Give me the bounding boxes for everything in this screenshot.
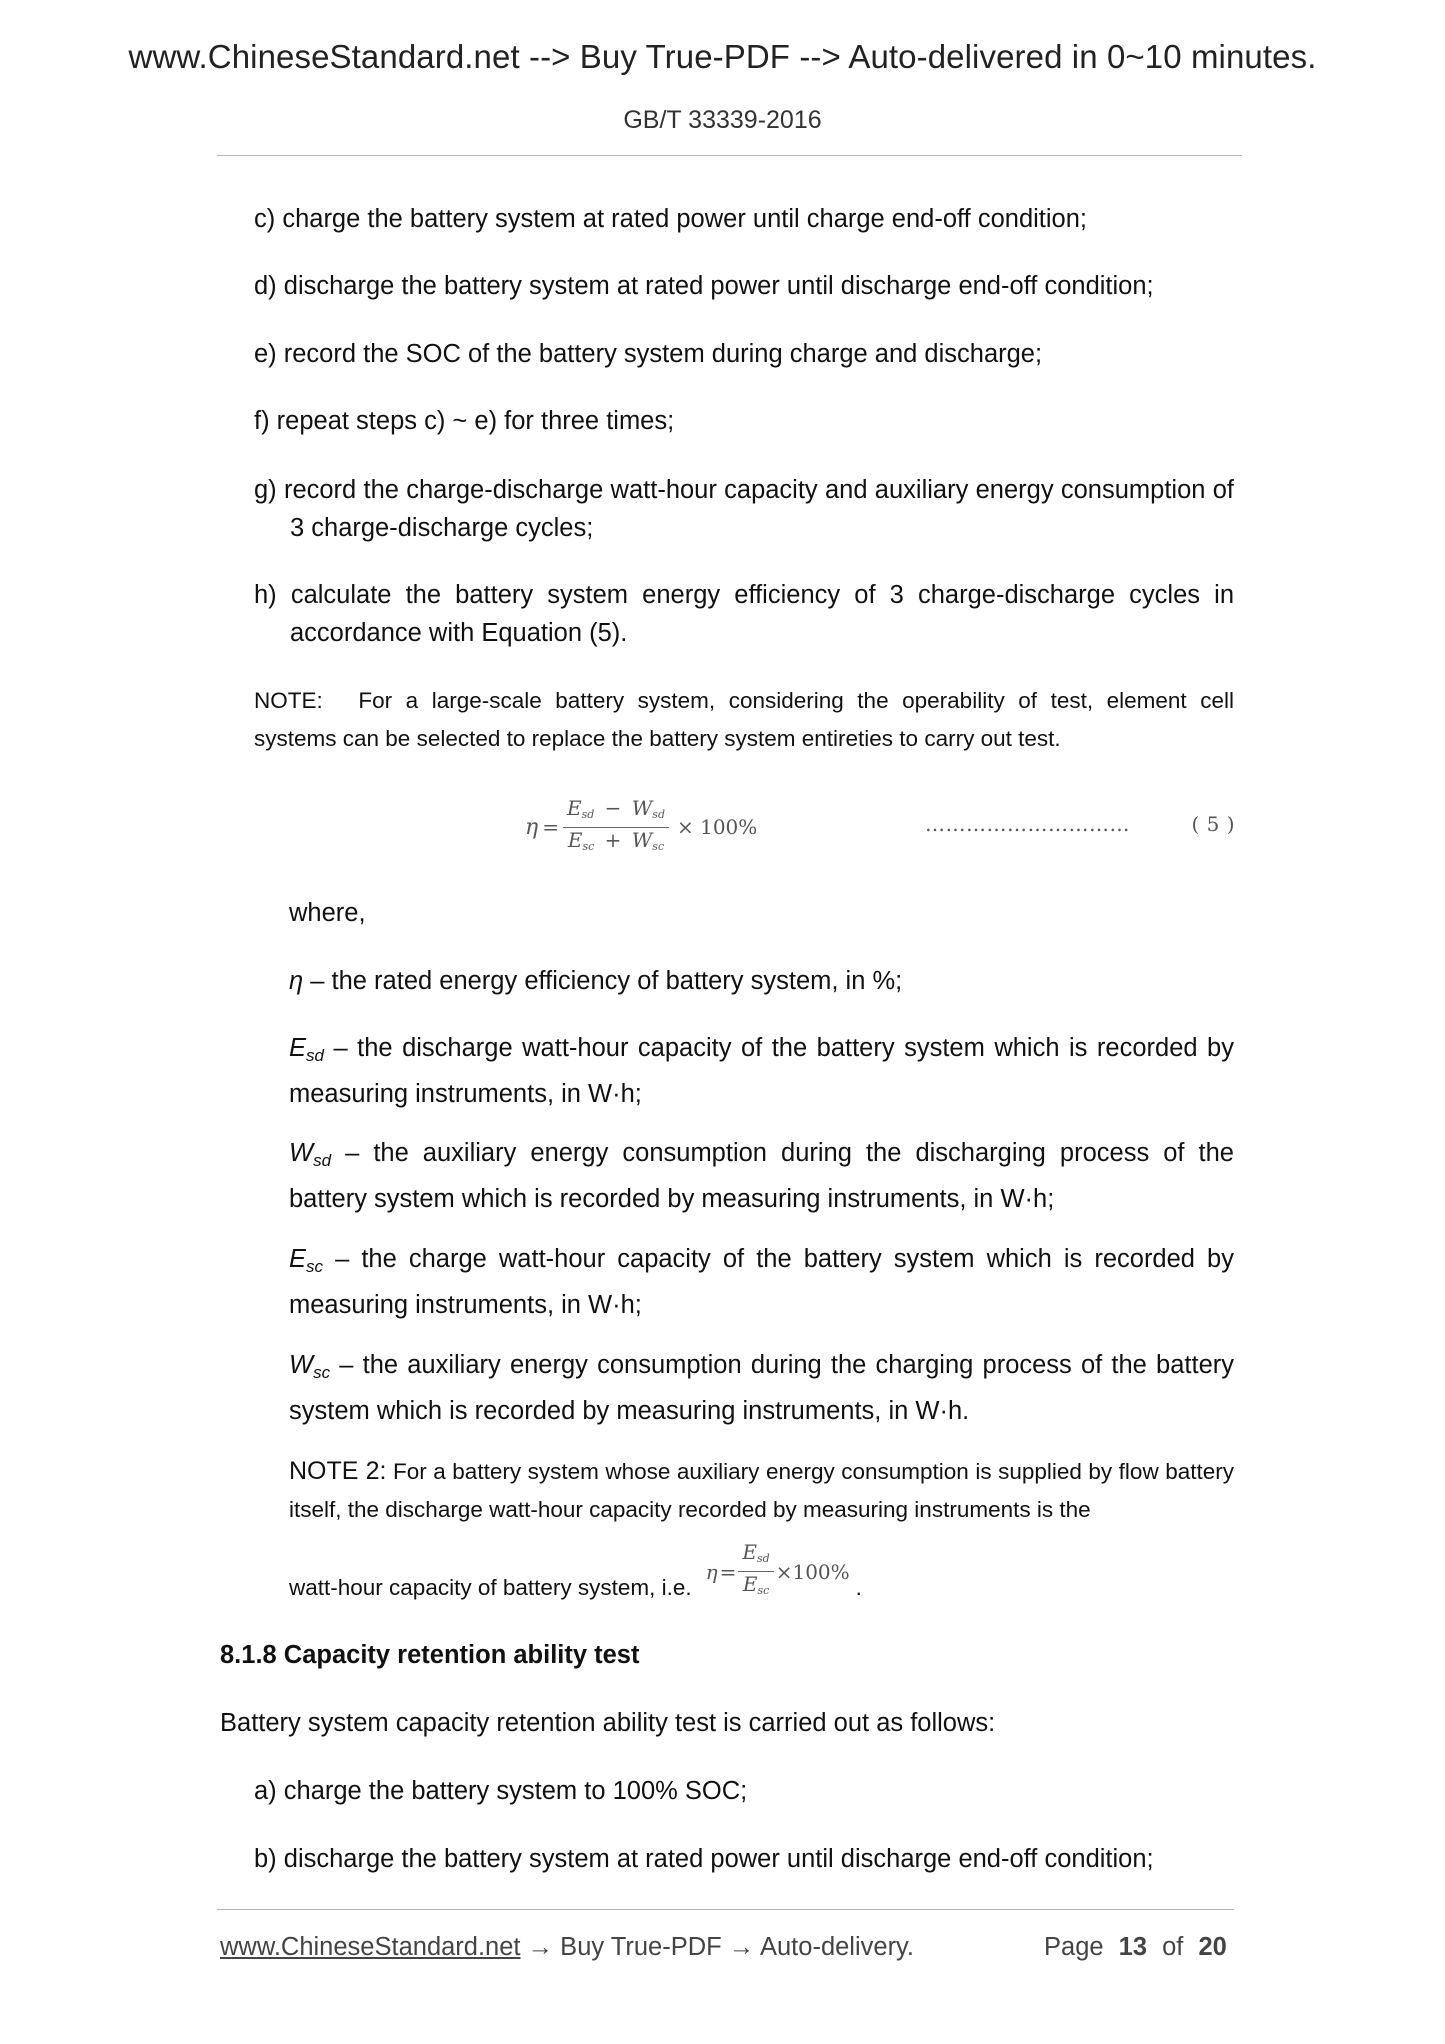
note2-eq-denominator: $E_{sc}$	[742, 1572, 770, 1597]
esc-symbol: E	[289, 1245, 307, 1273]
page-number: 13	[1118, 1933, 1148, 1961]
step-d: d) discharge the battery system at rated power until discharge end-off condition;	[254, 272, 1154, 300]
note-2-label: NOTE 2:	[289, 1457, 387, 1485]
note2-eq-equals: =	[719, 1559, 737, 1584]
footer-page	[1044, 1933, 1227, 1962]
footer-divider	[217, 1909, 1234, 1910]
where-wsd	[289, 1134, 1234, 1218]
note2-eq-numerator: $E_{sd}$	[738, 1540, 773, 1572]
page-total: 20	[1198, 1933, 1227, 1961]
header-banner: www.ChineseStandard.net --> Buy True-PDF --> Auto-delivered in 0~10 minutes.	[128, 38, 1317, 75]
eq5-equals: =	[542, 815, 559, 839]
esd-symbol: E	[289, 1034, 307, 1062]
eta-definition: – the rated energy efficiency of battery system, in %;	[303, 967, 903, 995]
of-label: of	[1162, 1933, 1184, 1961]
eq5-denominator: $E_{sc} + W_{sc}$	[567, 827, 665, 853]
eq5-times: × 100%	[676, 815, 758, 839]
where-wsc	[289, 1346, 1234, 1430]
footer-left	[220, 1933, 914, 1962]
note2-eq-eta: η	[705, 1559, 718, 1584]
step-g: g) record the charge-discharge watt-hour capacity and auxiliary energy consumption of 3 charge-discharge cycles;	[254, 476, 1234, 542]
wsc-symbol: W	[289, 1351, 314, 1379]
esd-definition: – the discharge watt-hour capacity of the battery system which is recorded by measuring instruments, in W·h;	[289, 1034, 1234, 1108]
standard-number: GB/T 33339-2016	[623, 106, 822, 134]
where-eta	[289, 962, 1234, 1000]
eq5-eta: η	[525, 814, 539, 840]
esc-definition: – the charge watt-hour capacity of the battery system which is recorded by measuring instruments, in W·h;	[289, 1245, 1234, 1319]
header-divider	[217, 155, 1242, 156]
footer-link[interactable]: www.ChineseStandard.net	[220, 1933, 521, 1961]
step-a: a) charge the battery system to 100% SOC;	[254, 1777, 748, 1805]
wsc-definition: – the auxiliary energy consumption during the charging process of the battery system which is recorded by measuring instruments, in W·h.	[289, 1351, 1234, 1425]
note-1	[254, 682, 1234, 758]
note-2-tail	[289, 1540, 1234, 1607]
note2-eq-fraction	[738, 1540, 773, 1603]
eq5-leader-dots: …………………………	[925, 812, 1130, 836]
section-heading: 8.1.8 Capacity retention ability test	[220, 1641, 640, 1669]
eq5-numerator: $E_{sd} - W_{sd}$	[563, 796, 669, 828]
wsd-subscript: sd	[313, 1151, 332, 1170]
equation-5-number	[925, 812, 1235, 836]
step-c: c) charge the battery system at rated power until charge end-off condition;	[254, 205, 1087, 233]
page-label: Page	[1044, 1933, 1104, 1961]
wsd-symbol: W	[289, 1139, 314, 1167]
note2-eq-times: ×100%	[775, 1559, 850, 1584]
note-1-text: For a large-scale battery system, considering the operability of test, element cell systems can be selected to replace the battery system entireties to carry out test.	[254, 688, 1234, 751]
where-esc	[289, 1240, 1234, 1324]
note-1-label: NOTE:	[254, 688, 323, 713]
note-2-text: For a battery system whose auxiliary energy consumption is supplied by flow battery itself, the discharge watt-hour capacity recorded by measuring instruments is the	[289, 1459, 1234, 1522]
eq5-fraction	[563, 796, 669, 859]
wsc-subscript: sc	[313, 1363, 331, 1382]
step-h: h) calculate the battery system energy efficiency of 3 charge-discharge cycles in accordance with Equation (5).	[254, 581, 1234, 647]
note-2-period: .	[855, 1575, 862, 1600]
step-e: e) record the SOC of the battery system during charge and discharge;	[254, 340, 1043, 368]
step-f: f) repeat steps c) ~ e) for three times;	[254, 407, 675, 435]
note-2	[289, 1452, 1234, 1529]
where-esd	[289, 1029, 1234, 1113]
esd-subscript: sd	[306, 1046, 324, 1065]
equation-5	[525, 792, 757, 862]
note-2-equation	[706, 1540, 850, 1603]
where-intro: where,	[289, 899, 366, 927]
note-2-tail-text: watt-hour capacity of battery system, i.e.	[289, 1575, 692, 1600]
eta-symbol: η	[289, 967, 304, 995]
eq5-number: ( 5 )	[1191, 812, 1235, 836]
section-intro: Battery system capacity retention ability test is carried out as follows:	[220, 1709, 996, 1737]
footer-text: → Buy True-PDF → Auto-delivery.	[520, 1933, 914, 1961]
esc-subscript: sc	[306, 1257, 324, 1276]
step-b: b) discharge the battery system at rated power until discharge end-off condition;	[254, 1845, 1154, 1873]
wsd-definition: – the auxiliary energy consumption during the discharging process of the battery system which is recorded by measuring instruments, in W·h;	[289, 1139, 1234, 1213]
